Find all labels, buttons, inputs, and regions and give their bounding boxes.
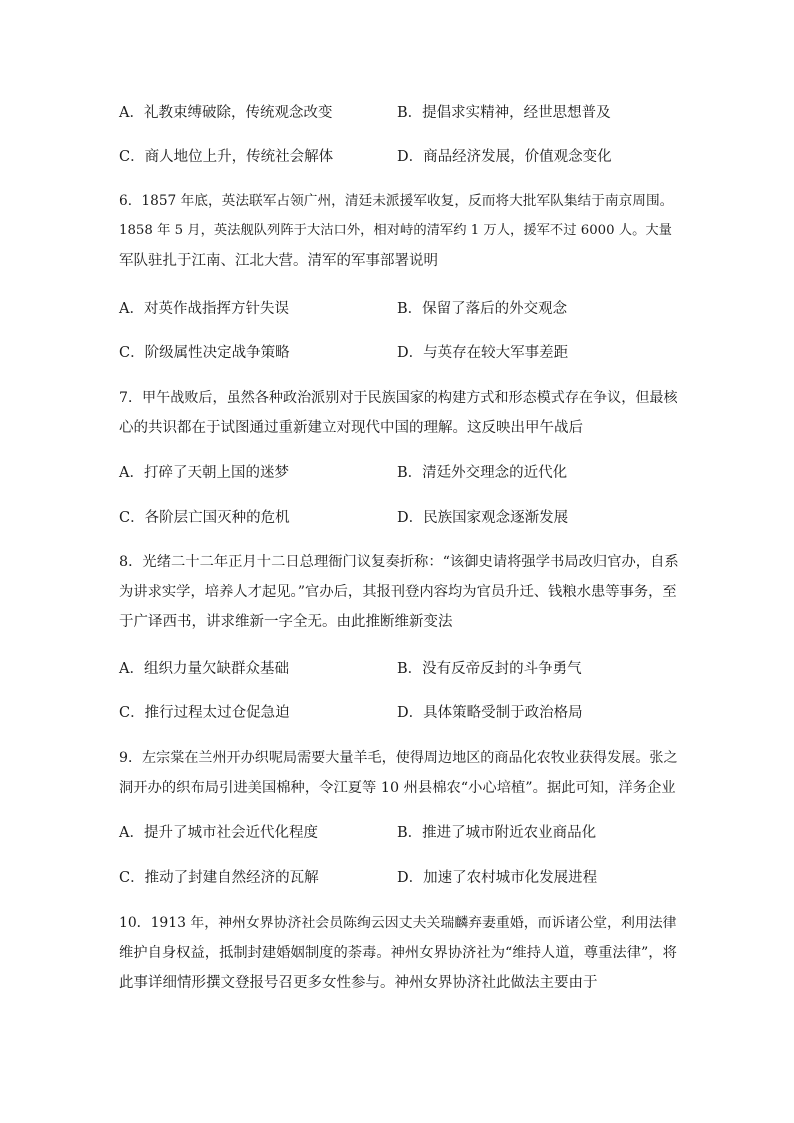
q10-stem-line-3: 此事详细情形撰文登报号召更多女性参与。神州女界协济社此做法主要由于 xyxy=(119,975,598,991)
q8-stem-line-3: 于广译西书，讲求维新一字全无。由此推断维新变法 xyxy=(119,614,453,630)
q7-option-d: D．民族国家观念逐渐发展 xyxy=(397,510,569,526)
q7-options-row-2 xyxy=(119,508,719,528)
q5-option-a: A．礼教束缚破除，传统观念改变 xyxy=(119,105,333,121)
q5-option-d: D．商品经济发展，价值观念变化 xyxy=(397,149,612,165)
q5-options-row-2 xyxy=(119,147,719,167)
q8-stem-line-1: 8．光绪二十二年正月十二日总理衙门议复奏折称：“该御史请将强学书局改归官办，自系 xyxy=(119,554,679,570)
q7-option-c: C．各阶层亡国灭种的危机 xyxy=(119,510,290,526)
q6-option-a: A．对英作战指挥方针失误 xyxy=(119,301,289,317)
q6-stem-line-1: 6．1857 年底，英法联军占领广州，清廷未派援军收复，反而将大批军队集结于南京周围。 xyxy=(119,193,674,209)
q7-option-b: B．清廷外交理念的近代化 xyxy=(397,465,568,481)
q7-stem-line-1: 7．甲午战败后，虽然各种政治派别对于民族国家的构建方式和形态模式存在争议，但最核 xyxy=(119,390,678,406)
q9-stem-line-2: 洞开办的织布局引进美国棉种，令江夏等 10 州县棉农“小心培植”。据此可知，洋务企业 xyxy=(119,780,676,796)
q8-option-d: D．具体策略受制于政治格局 xyxy=(397,705,583,721)
q7-options-row-1 xyxy=(119,463,719,483)
q5-options-row-1 xyxy=(119,103,719,123)
q5-option-b: B．提倡求实精神，经世思想普及 xyxy=(397,105,611,121)
q8-option-b: B．没有反帝反封的斗争勇气 xyxy=(397,661,582,677)
q8-stem xyxy=(119,547,679,637)
q6-option-c: C．阶级属性决定战争策略 xyxy=(119,345,290,361)
q8-stem-line-2: 为讲求实学，培养人才起见。”官办后，其报刊登内容均为官员升迁、钱粮水患等事务，至 xyxy=(119,584,677,600)
q7-stem xyxy=(119,383,679,443)
q9-option-b: B．推进了城市附近农业商品化 xyxy=(397,825,597,841)
q6-option-d: D．与英存在较大军事差距 xyxy=(397,345,569,361)
q6-options-row-1 xyxy=(119,299,719,319)
q6-stem xyxy=(119,186,679,276)
q6-stem-line-3: 军队驻扎于江南、江北大营。清军的军事部署说明 xyxy=(119,253,438,269)
q10-stem xyxy=(119,908,679,998)
q9-option-c: C．推动了封建自然经济的瓦解 xyxy=(119,870,319,886)
q7-stem-line-2: 心的共识都在于试图通过重新建立对现代中国的理解。这反映出甲午战后 xyxy=(119,420,583,436)
q8-options-row-1 xyxy=(119,659,719,679)
q5-option-c: C．商人地位上升，传统社会解体 xyxy=(119,149,334,165)
q9-option-d: D．加速了农村城市化发展进程 xyxy=(397,870,598,886)
q9-options-row-2 xyxy=(119,868,719,888)
q9-stem xyxy=(119,743,679,803)
q10-stem-line-2: 维护自身权益，抵制封建婚姻制度的荼毒。神州女界协济社为“维持人道，尊重法律”，将 xyxy=(119,945,677,961)
q6-option-b: B．保留了落后的外交观念 xyxy=(397,301,568,317)
q10-stem-line-1: 10．1913 年，神州女界协济社会员陈绚云因丈夫关瑞麟弃妻重婚，而诉诸公堂，利用法律 xyxy=(119,915,677,931)
q8-option-c: C．推行过程太过仓促急迫 xyxy=(119,705,290,721)
q7-option-a: A．打碎了天朝上国的迷梦 xyxy=(119,465,289,481)
q9-stem-line-1: 9．左宗棠在兰州开办织呢局需要大量羊毛，使得周边地区的商品化农牧业获得发展。张之 xyxy=(119,750,678,766)
q8-option-a: A．组织力量欠缺群众基础 xyxy=(119,661,289,677)
q6-stem-line-2: 1858 年 5 月，英法舰队列阵于大沽口外，相对峙的清军约 1 万人，援军不过 6000 人。大量 xyxy=(119,223,672,238)
q9-options-row-1 xyxy=(119,823,719,843)
q8-options-row-2 xyxy=(119,703,719,723)
q6-options-row-2 xyxy=(119,343,719,363)
q9-option-a: A．提升了城市社会近代化程度 xyxy=(119,825,318,841)
